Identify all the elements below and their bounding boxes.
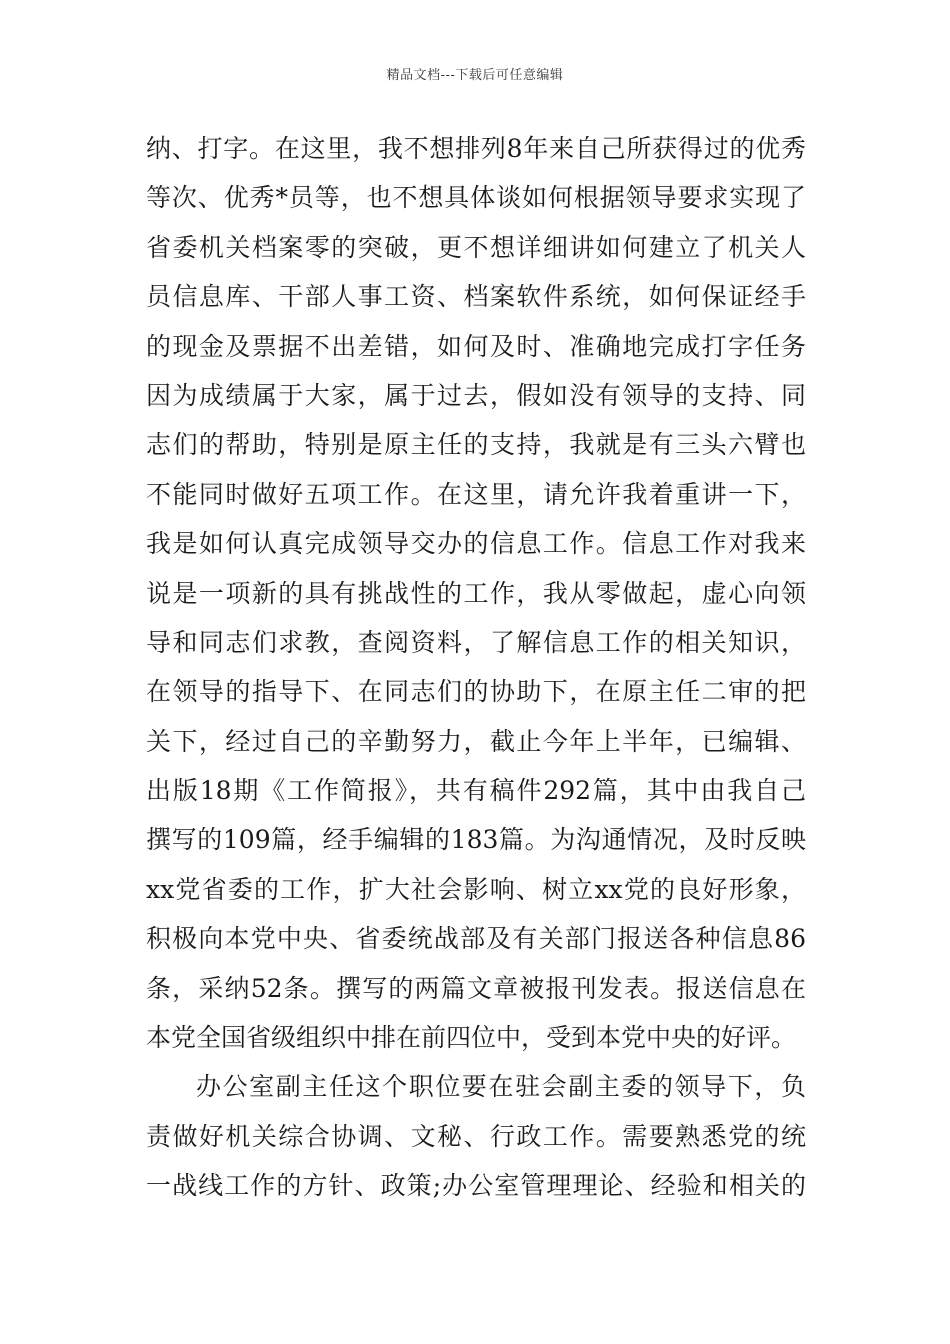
text-line: 积极向本党中央、省委统战部及有关部门报送各种信息86 bbox=[146, 924, 806, 954]
text-line: 因为成绩属于大家，属于过去，假如没有领导的支持、同 bbox=[146, 380, 806, 410]
text-line: 条，采纳52条。撰写的两篇文章被报刊发表。报送信息在 bbox=[146, 973, 806, 1003]
paragraph-start-line: 办公室副主任这个职位要在驻会副主委的领导下，负 bbox=[196, 1072, 806, 1102]
text-line: 本党全国省级组织中排在前四位中，受到本党中央的好评。 bbox=[146, 1023, 797, 1053]
document-body bbox=[146, 124, 806, 1211]
text-line: 等次、优秀*员等，也不想具体谈如何根据领导要求实现了 bbox=[146, 183, 806, 213]
text-line: 导和同志们求教，查阅资料，了解信息工作的相关知识， bbox=[146, 627, 806, 657]
text-line: 撰写的109篇，经手编辑的183篇。为沟通情况，及时反映 bbox=[146, 825, 806, 855]
text-line: 说是一项新的具有挑战性的工作，我从零做起，虚心向领 bbox=[146, 578, 806, 608]
text-line: 我是如何认真完成领导交办的信息工作。信息工作对我来 bbox=[146, 529, 806, 559]
text-line: 一战线工作的方针、政策;办公室管理理论、经验和相关的 bbox=[146, 1171, 806, 1201]
page-header: 精品文档---下载后可任意编辑 bbox=[386, 68, 564, 83]
text-line: 纳、打字。在这里，我不想排列8年来自己所获得过的优秀 bbox=[146, 134, 806, 163]
text-line: 志们的帮助，特别是原主任的支持，我就是有三头六臂也 bbox=[146, 430, 806, 460]
text-line: 关下，经过自己的辛勤努力，截止今年上半年，已编辑、 bbox=[146, 726, 806, 756]
text-line: xx党省委的工作，扩大社会影响、树立xx党的良好形象， bbox=[146, 874, 806, 904]
text-line: 责做好机关综合协调、文秘、行政工作。需要熟悉党的统 bbox=[146, 1121, 806, 1151]
text-line: 员信息库、干部人事工资、档案软件系统，如何保证经手 bbox=[146, 282, 806, 312]
text-line: 出版18期《工作简报》，共有稿件292篇，其中由我自己 bbox=[146, 776, 806, 806]
text-line: 在领导的指导下、在同志们的协助下，在原主任二审的把 bbox=[146, 677, 806, 707]
text-line: 省委机关档案零的突破，更不想详细讲如何建立了机关人 bbox=[146, 232, 806, 262]
text-line: 的现金及票据不出差错，如何及时、准确地完成打字任务 bbox=[146, 331, 806, 361]
text-line: 不能同时做好五项工作。在这里，请允许我着重讲一下， bbox=[146, 479, 806, 509]
